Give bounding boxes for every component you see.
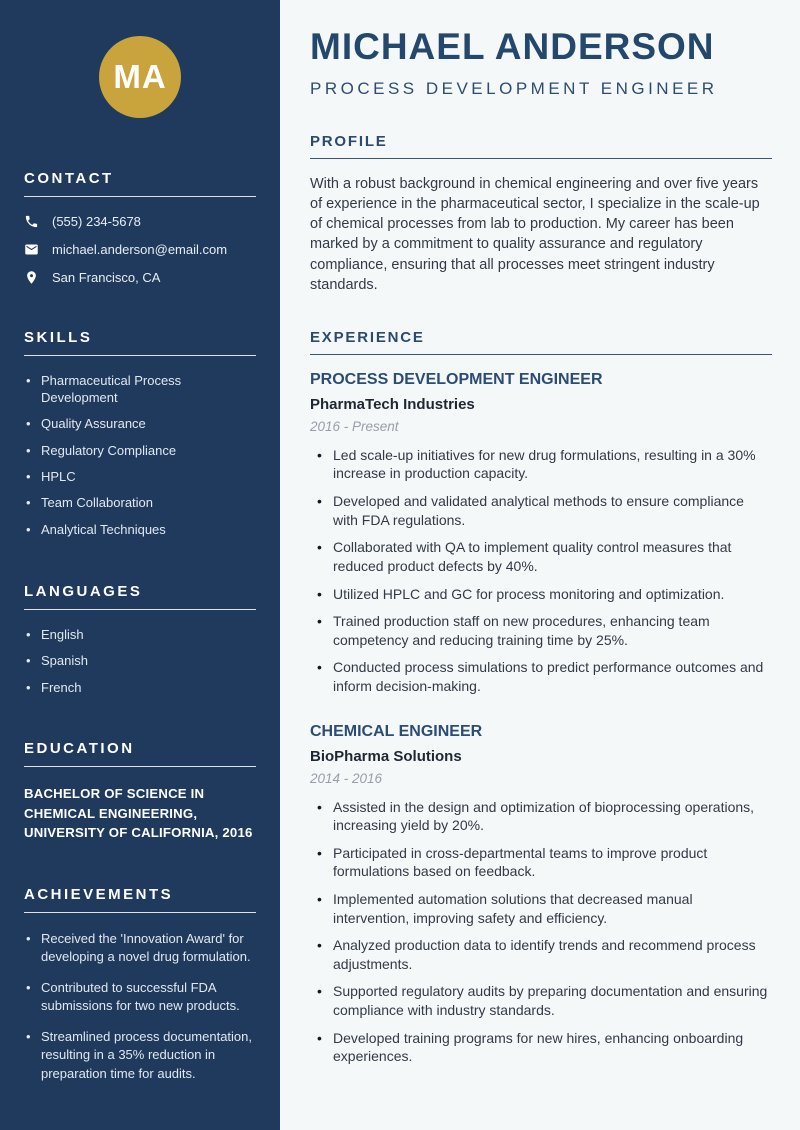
skill-item: • Regulatory Compliance	[24, 443, 256, 460]
section-divider	[24, 912, 256, 913]
skill-item: • Quality Assurance	[24, 416, 256, 433]
contact-location-row	[24, 270, 256, 285]
experience-section	[310, 329, 772, 1066]
job-entry	[310, 371, 772, 696]
person-name: MICHAEL ANDERSON	[310, 26, 715, 67]
achievements-heading: ACHIEVEMENTS	[24, 885, 174, 903]
job-bullet: • Conducted process simulations to predict performance outcomes and inform decision-making.	[310, 658, 772, 695]
skill-item: • Analytical Techniques	[24, 522, 256, 539]
job-bullet: • Participated in cross-departmental teams to improve product formulations based on feedback.	[310, 844, 772, 881]
contact-heading: CONTACT	[24, 170, 114, 187]
skills-section	[24, 329, 256, 539]
job-company: PharmaTech Industries	[310, 395, 475, 413]
job-bullet: • Collaborated with QA to implement quality control measures that reduced product defects by 40%.	[310, 538, 772, 575]
job-bullet: • Implemented automation solutions that decreased manual intervention, improving safety and efficiency.	[310, 890, 772, 927]
profile-section	[310, 133, 772, 295]
job-bullet: • Led scale-up initiatives for new drug formulations, resulting in a 30% increase in production capacity.	[310, 446, 772, 483]
language-item: • Spanish	[24, 653, 256, 670]
languages-heading: LANGUAGES	[24, 582, 143, 600]
main-content	[280, 0, 800, 1130]
contact-email: michael.anderson@email.com	[52, 242, 228, 257]
contact-phone: (555) 234-5678	[52, 214, 141, 229]
skill-item: • HPLC	[24, 469, 256, 486]
job-bullet-list	[310, 446, 772, 696]
achievements-section	[24, 886, 256, 1083]
job-bullet: • Analyzed production data to identify trends and recommend process adjustments.	[310, 936, 772, 973]
job-bullet: • Developed training programs for new hires, enhancing onboarding experiences.	[310, 1029, 772, 1066]
achievements-list	[24, 930, 256, 1083]
skills-heading: SKILLS	[24, 329, 93, 346]
job-bullet-list	[310, 798, 772, 1066]
job-entry	[310, 723, 772, 1066]
contact-phone-row	[24, 214, 256, 229]
section-divider	[24, 609, 256, 610]
profile-heading: PROFILE	[310, 133, 388, 150]
education-section	[24, 740, 256, 841]
achievement-item: • Contributed to successful FDA submissions for two new products.	[24, 979, 256, 1016]
section-divider	[310, 354, 772, 355]
job-company: BioPharma Solutions	[310, 747, 462, 765]
contact-location: San Francisco, CA	[52, 270, 161, 285]
job-bullet: • Developed and validated analytical methods to ensure compliance with FDA regulations.	[310, 492, 772, 529]
section-divider	[24, 766, 256, 767]
language-item: • English	[24, 627, 256, 644]
experience-heading: EXPERIENCE	[310, 328, 425, 346]
skill-item: • Team Collaboration	[24, 495, 256, 512]
sidebar	[0, 0, 280, 1130]
resume-header	[310, 26, 772, 99]
achievement-item: • Received the 'Innovation Award' for developing a novel drug formulation.	[24, 930, 256, 967]
profile-text: With a robust background in chemical engineering and over five years of experience in the pharmaceutical sector, I specialize in the scale-up of chemical processes from lab to production. My career has been marked by a commitment to quality assurance and regulatory compliance, ensuring that all processes meet stringent industry standards.	[310, 176, 760, 293]
location-icon	[24, 270, 39, 285]
contact-email-row	[24, 242, 256, 257]
achievement-item: • Streamlined process documentation, resulting in a 35% reduction in preparation time for audits.	[24, 1028, 256, 1083]
skill-item: • Pharmaceutical Process Development	[24, 373, 256, 407]
job-bullet: • Supported regulatory audits by preparing documentation and ensuring compliance with industry standards.	[310, 982, 772, 1019]
contact-section	[24, 170, 256, 285]
education-degree: BACHELOR OF SCIENCE IN CHEMICAL ENGINEERING, UNIVERSITY OF CALIFORNIA, 2016	[24, 786, 253, 840]
person-title: PROCESS DEVELOPMENT ENGINEER	[310, 79, 718, 98]
avatar	[99, 36, 181, 118]
languages-section	[24, 583, 256, 697]
section-divider	[24, 196, 256, 197]
education-heading: EDUCATION	[24, 740, 135, 758]
job-title: CHEMICAL ENGINEER	[310, 722, 483, 740]
languages-list	[24, 627, 256, 697]
section-divider	[24, 355, 256, 356]
avatar-initials: MA	[113, 58, 167, 95]
skills-list	[24, 373, 256, 539]
email-icon	[24, 242, 39, 257]
phone-icon	[24, 214, 39, 229]
job-bullet: • Utilized HPLC and GC for process monitoring and optimization.	[310, 585, 772, 604]
section-divider	[310, 158, 772, 159]
language-item: • French	[24, 680, 256, 697]
job-bullet: • Assisted in the design and optimization of bioprocessing operations, increasing yield by 20%.	[310, 798, 772, 835]
job-title: PROCESS DEVELOPMENT ENGINEER	[310, 370, 603, 388]
job-dates: 2016 - Present	[310, 418, 399, 434]
job-bullet: • Trained production staff on new procedures, enhancing team competency and reducing training time by 25%.	[310, 612, 772, 649]
job-dates: 2014 - 2016	[310, 770, 383, 786]
